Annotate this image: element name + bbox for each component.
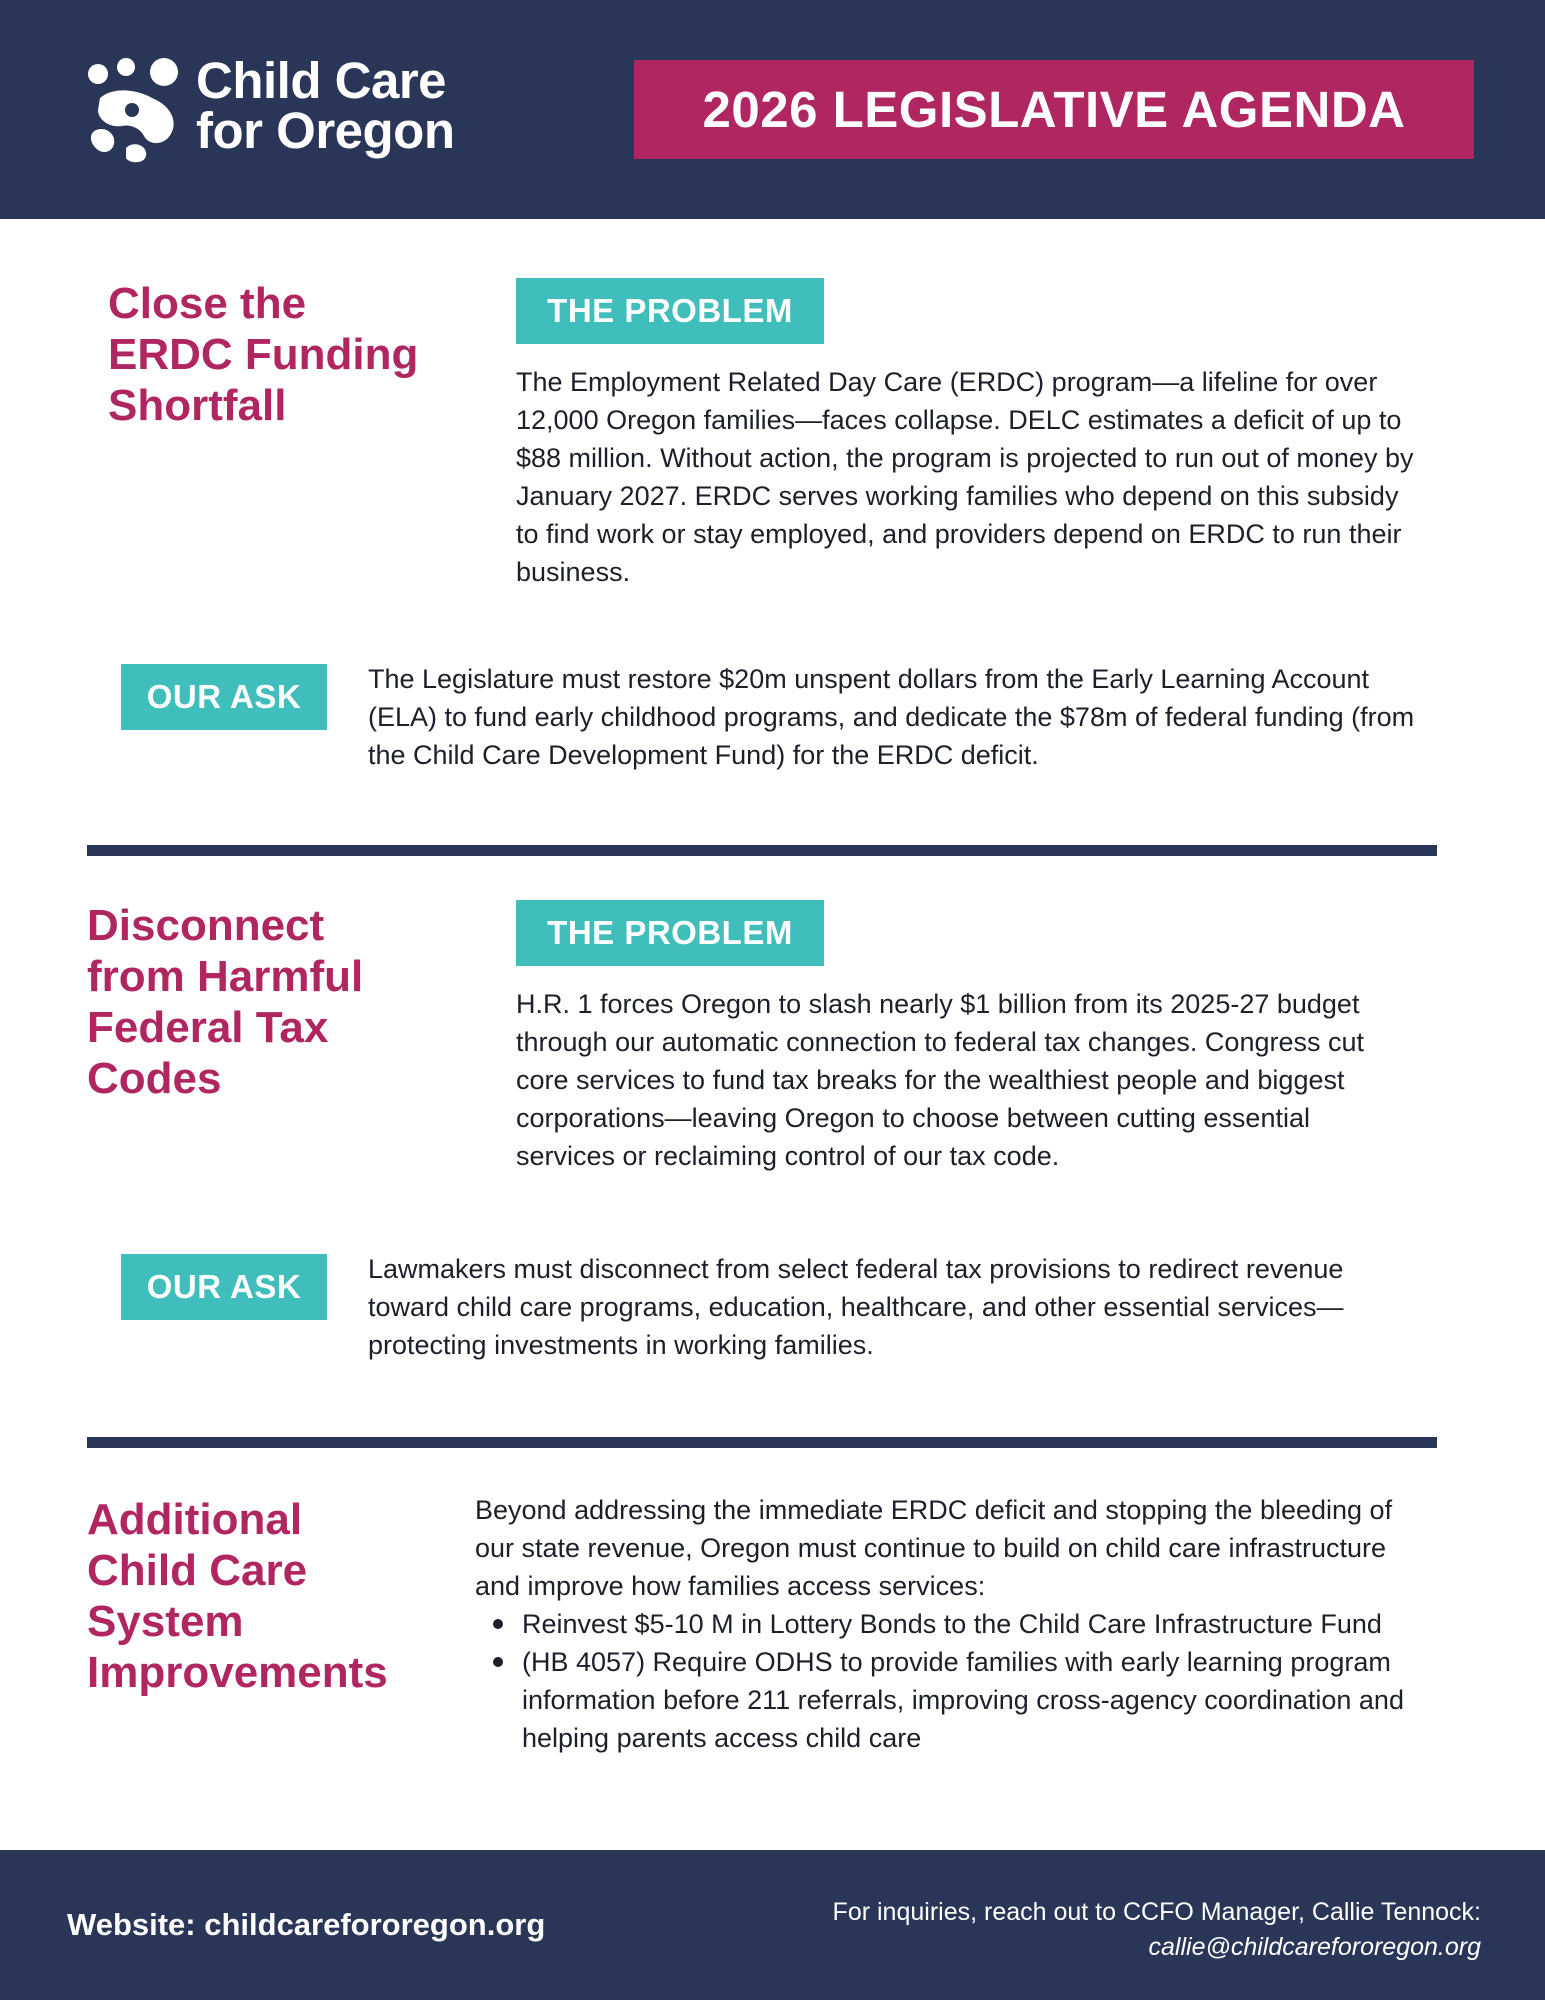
section-2-problem-text: H.R. 1 forces Oregon to slash nearly $1 billion from its 2025-27 budget through our automatic connection to federal tax changes. Congress cut core services to fund tax breaks for the wealthiest people and biggest corporations—leaving Oregon to choose between cutting essential services or reclaiming control of our tax code. — [516, 989, 1365, 1171]
section-1-problem-text: The Employment Related Day Care (ERDC) program—a lifeline for over 12,000 Oregon families—faces collapse. DELC estimates a deficit of up to $88 million. Without action, the program is projected to run out of money by January 2027. ERDC serves working families who depend on this subsidy to find work or stay employed, and providers depend on ERDC to run their business. — [516, 367, 1414, 587]
section-2-title-line: from Harmful — [87, 952, 364, 1001]
list-item — [475, 1643, 1425, 1757]
section-divider — [87, 1437, 1437, 1448]
list-item — [475, 1605, 1425, 1643]
section-2-title — [87, 900, 363, 1104]
section-1-title-line: Shortfall — [108, 381, 287, 430]
section-1-problem-label: THE PROBLEM — [516, 278, 824, 344]
footer-inquiry-text: For inquiries, reach out to CCFO Manager, Callie Tennock: — [832, 1898, 1481, 1926]
legislative-agenda-banner: 2026 LEGISLATIVE AGENDA — [634, 60, 1474, 159]
logo-line-1: Child Care — [196, 52, 447, 109]
logo-wordmark — [196, 52, 455, 159]
list-item-text: (HB 4057) Require ODHS to provide families with early learning program information before 211 referrals, improving cross-agency coordination and helping parents access child care — [522, 1647, 1404, 1753]
bullet-icon — [493, 1619, 503, 1629]
footer-email-link[interactable]: callie@childcarefororegon.org — [1148, 1933, 1481, 1961]
section-2-title-line: Disconnect — [87, 901, 325, 950]
bullet-icon — [493, 1657, 503, 1667]
list-item-text: Reinvest $5-10 M in Lottery Bonds to the Child Care Infrastructure Fund — [522, 1609, 1382, 1639]
logo-line-2: for Oregon — [196, 102, 455, 159]
section-2-ask-label: OUR ASK — [121, 1254, 327, 1320]
section-divider — [87, 845, 1437, 856]
section-1-ask-label: OUR ASK — [121, 664, 327, 730]
section-1-title-line: ERDC Funding — [108, 330, 419, 379]
page-footer — [0, 1850, 1545, 2000]
section-3-title-line: Child Care — [87, 1546, 308, 1595]
section-3-title-line: Improvements — [87, 1648, 388, 1697]
section-3-title-line: Additional — [87, 1495, 303, 1544]
section-1-title-line: Close the — [108, 279, 307, 328]
section-1-title — [108, 278, 418, 431]
section-3-intro-text: Beyond addressing the immediate ERDC deficit and stopping the bleeding of our state revenue, Oregon must continue to build on child care infrastructure and improve how families access services: — [475, 1495, 1393, 1601]
footer-website[interactable]: Website: childcarefororegon.org — [67, 1907, 546, 1942]
logo-mark-icon — [86, 58, 188, 164]
page-header — [0, 0, 1545, 219]
section-3-title — [87, 1494, 388, 1698]
section-2-title-line: Federal Tax — [87, 1003, 329, 1052]
section-2-ask-text: Lawmakers must disconnect from select federal tax provisions to redirect revenue toward child care programs, education, healthcare, and other essential services—protecting investments in working families. — [368, 1254, 1344, 1360]
section-1-ask-text: The Legislature must restore $20m unspent dollars from the Early Learning Account (ELA) to fund early childhood programs, and dedicate the $78m of federal funding (from the Child Care Development Fund) for the ERDC deficit. — [368, 664, 1415, 770]
child-care-for-oregon-logo — [86, 52, 506, 166]
improvements-list — [475, 1605, 1425, 1757]
section-2-title-line: Codes — [87, 1054, 222, 1103]
section-3-title-line: System — [87, 1597, 244, 1646]
footer-contact — [833, 1895, 1481, 1965]
section-2-problem-label: THE PROBLEM — [516, 900, 824, 966]
